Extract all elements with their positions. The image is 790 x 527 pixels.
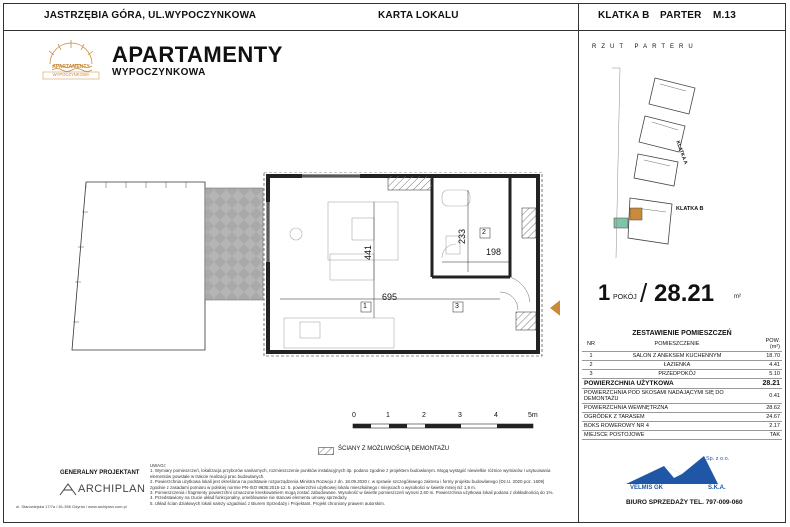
note-item: 5. Układ ścian działowych lokali należy uzgadniać z Biurem Sprzedaży i Projektant. Projekt chroniony prawem autorskim. — [150, 500, 386, 506]
designer-address: ul. Starowiejska 17/7a / 81-356 Gdynia / www.archiplan.com.pl — [16, 504, 127, 509]
scale-label-0: 0 — [352, 412, 356, 419]
extra-name: POWIERZCHNIA WEWNĘTRZNA — [582, 404, 754, 413]
extra-value: 28.62 — [754, 404, 782, 413]
row-name: SALON Z ANEKSEM KUCHENNYM — [600, 352, 754, 361]
scale-label-4: 4 — [494, 412, 498, 419]
header-unit: M.13 — [713, 10, 737, 21]
row-name: PRZEDPOKÓJ — [600, 370, 754, 379]
brand-logo-icon — [38, 36, 104, 86]
col-nr: NR — [582, 337, 600, 352]
site-plan — [600, 58, 720, 258]
seller-suffix-top: Sp. z o.o. — [706, 456, 730, 462]
usable-area-value: 28.21 — [754, 379, 782, 389]
rooms-count: 1 — [598, 280, 611, 305]
rooms-table — [578, 330, 786, 440]
scale-bar — [352, 412, 542, 432]
table-row — [582, 370, 782, 379]
header-stairwell: KLATKA B — [598, 10, 650, 21]
extra-value: 2.17 — [754, 422, 782, 431]
dim-233: 233 — [457, 228, 467, 244]
extra-row — [582, 389, 782, 404]
seller-logo — [624, 452, 734, 492]
table-row — [582, 361, 782, 370]
area-value: 28.21 — [654, 280, 715, 307]
entrance-arrow — [550, 298, 560, 318]
header-divider — [3, 30, 578, 31]
note-item: 3. Pomieszczenia i fragmenty powierzchni oznaczone kreskowaniem mogą zostać zabudowane. Wysokość w świetle pomieszczeń wynosi 2,60 m. Powierzchnia użytkowa lokali podana z dokładnością do 1%. — [150, 490, 554, 496]
usable-area-row — [582, 379, 782, 389]
dim-695: 695 — [382, 292, 398, 302]
area-separator: / — [640, 278, 648, 308]
row-area: 5.10 — [754, 370, 782, 379]
extra-row — [582, 404, 782, 413]
sidebar-divider — [578, 3, 579, 523]
note-item: 4. Przedstawiony na rzucie układ funkcjonalny, umeblowanie nie stanowi elementu umowy sprzedaży. — [150, 495, 348, 501]
designer-logo — [58, 482, 146, 501]
garden-fence — [73, 182, 186, 322]
dim-198: 198 — [486, 247, 502, 257]
header-floor: PARTER — [660, 10, 702, 21]
area-summary — [598, 280, 778, 310]
legend-text: ŚCIANY Z MOŻLIWOŚCIĄ DEMONTAŻU — [338, 446, 450, 452]
furniture — [284, 190, 470, 348]
extra-name: OGRÓDEK Z TARASEM — [582, 413, 754, 422]
site-plan-klatka-a: KLATKA A — [674, 140, 689, 166]
area-unit: m² — [734, 294, 741, 300]
site-plan-klatka-b: KLATKA B — [676, 206, 704, 212]
extra-name: MIEJSCE POSTOJOWE — [582, 431, 754, 440]
note-item: 1. Wymiary pomieszczeń, lokalizacja przyborów sanitarnych, rozmieszczenie punktów instalacyjnych itp. podano zgodnie z projektem budowlanym. Mogą wystąpić niewielkie różnice wymiarów i usytuowania elementów powstałe w trakcie realizacji prac budowlanych. — [150, 468, 551, 479]
room-number-3: 3 — [455, 303, 459, 310]
room-number-2: 2 — [482, 229, 486, 236]
row-nr: 1 — [582, 352, 600, 361]
extra-name: POWIERZCHNIA POD SKOSAMI NADAJĄCYMI SIĘ DO DEMONTAŻU — [582, 389, 754, 404]
logo-badge-bottom: WYPOCZYNKOWA — [52, 72, 90, 77]
seller-suffix-bottom: S.K.A. — [708, 485, 726, 491]
row-nr: 3 — [582, 370, 600, 379]
general-designer-label: GENERALNY PROJEKTANT — [60, 470, 140, 476]
extra-row — [582, 413, 782, 422]
scale-label-2: 2 — [422, 412, 426, 419]
usable-area-label: POWIERZCHNIA UŻYTKOWA — [582, 379, 754, 389]
row-area: 18.70 — [754, 352, 782, 361]
scale-label-5m: 5m — [528, 412, 538, 419]
scale-label-3: 3 — [458, 412, 462, 419]
floor-plan — [70, 172, 560, 432]
extra-row — [582, 431, 782, 440]
table-row — [582, 352, 782, 361]
row-name: ŁAZIENKA — [600, 361, 754, 370]
header-location: JASTRZĘBIA GÓRA, UL.WYPOCZYNKOWA — [44, 10, 257, 21]
col-area: POW. (m²) — [754, 337, 782, 352]
notes-title: UWAGI: — [150, 463, 166, 468]
sidebar-header-divider — [578, 30, 786, 31]
extra-value: 24.67 — [754, 413, 782, 422]
brand-subtitle: WYPOCZYNKOWA — [112, 67, 206, 78]
brand-name: APARTAMENTY — [112, 42, 283, 67]
sales-office-phone: BIURO SPRZEDAŻY TEL. 797-009-060 — [626, 499, 743, 506]
rooms-label: POKÓJ — [613, 294, 637, 301]
scale-label-1: 1 — [386, 412, 390, 419]
logo-badge-top: APARTAMENTY — [52, 64, 90, 70]
extra-value: 0.41 — [754, 389, 782, 404]
site-plan-title: RZUT PARTERU — [592, 44, 698, 50]
seller-name: VELMIS GK — [630, 485, 664, 491]
extra-value: TAK — [754, 431, 782, 440]
room-number-1: 1 — [363, 303, 367, 310]
note-item: 2. Powierzchnia użytkowa lokali jest określona na podstawie rozporządzenia Ministra Rozwoju z dn. 18.09.2020 r. w sprawie szczegółowego zakresu i formy projektu budowlanego (Dz.U. 2020 poz. 1609) zgodnie z zasadami pomiaru w polskiej normie PN-ISO 9836:2015-12. 5. powierzchni użytkowej lokalu mieszkalnego i miejscach o wysokości w świetle mniej niż 1,9 m. — [150, 479, 545, 490]
extra-name: BOKS ROWEROWY NR 4 — [582, 422, 754, 431]
rooms-table-title: ZESTAWIENIE POMIESZCZEŃ — [632, 330, 732, 337]
notes — [150, 463, 560, 506]
header-card-title: KARTA LOKALU — [378, 10, 459, 21]
col-room: POMIESZCZENIE — [600, 337, 754, 352]
dim-441: 441 — [363, 244, 373, 260]
row-nr: 2 — [582, 361, 600, 370]
row-area: 4.41 — [754, 361, 782, 370]
extra-row — [582, 422, 782, 431]
designer-name: ARCHIPLAN — [78, 483, 146, 495]
